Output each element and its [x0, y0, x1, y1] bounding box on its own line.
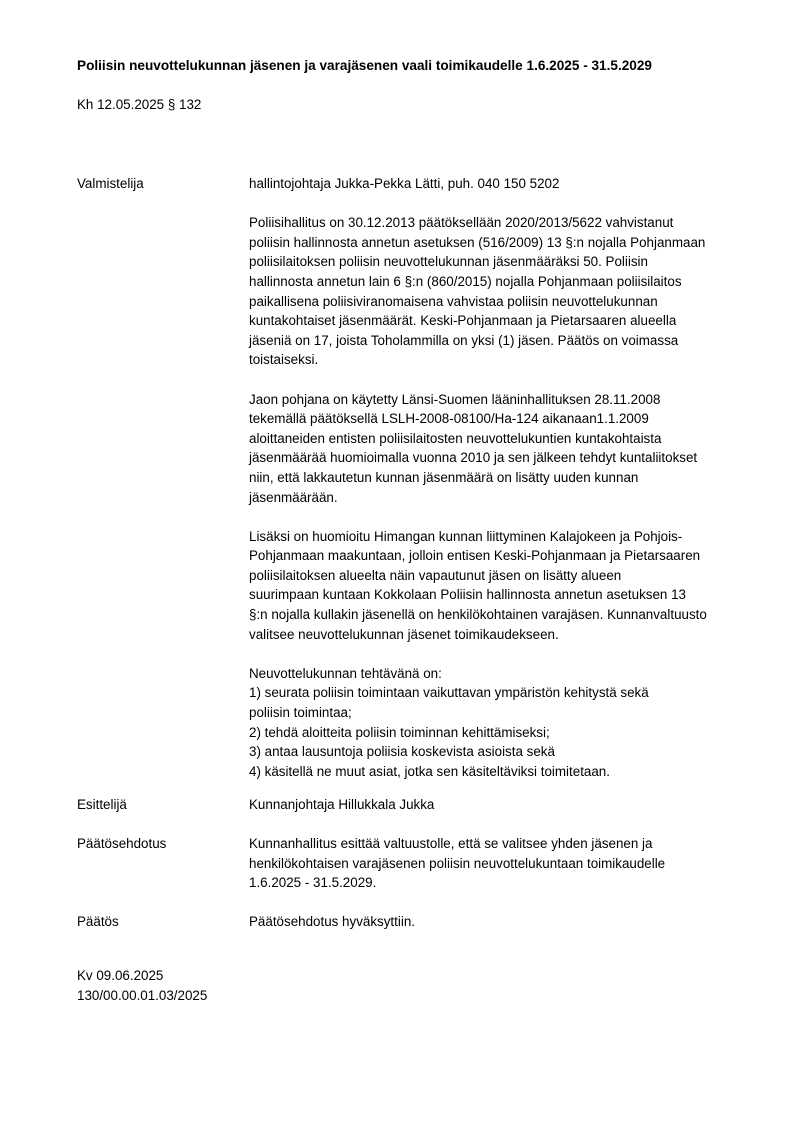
paatos-content	[249, 912, 769, 932]
text-line: jäsenmäärää huomioimalla vuonna 2010 ja sen jälkeen tehdyt kuntaliitokset	[249, 450, 698, 466]
paragraph-2	[249, 390, 769, 508]
text-line: jäseniä on 17, joista Toholammilla on yksi (1) jäsen. Päätös on voimassa	[249, 332, 679, 348]
valmistelija-name: hallintojohtaja Jukka-Pekka Lätti, puh. 040 150 5202	[249, 176, 560, 191]
list-item: poliisin toimintaa;	[249, 705, 352, 721]
document-number: 130/00.00.01.03/2025	[77, 987, 208, 1003]
text-line: Jaon pohjana on käytetty Länsi-Suomen lääninhallituksen 28.11.2008	[249, 391, 661, 407]
kv-reference: Kv 09.06.2025	[77, 968, 164, 983]
text-line: niin, että lakkautetun kunnan jäsenmäärä on lisätty uuden kunnan	[249, 469, 639, 485]
text-line: Pohjanmaan maakuntaan, jolloin entisen Keski-Pohjanmaan ja Pietarsaaren	[249, 548, 701, 564]
text-line: Lisäksi on huomioitu Himangan kunnan liittyminen Kalajokeen ja Pohjois-	[249, 528, 683, 544]
text-line: poliisilaitoksen alueelta näin vapautunut jäsen on lisätty alueen	[249, 567, 622, 583]
text-line: paikallisena poliisiviranomaisena vahvistaa poliisin neuvottelukunnan	[249, 293, 658, 309]
paatosehdotus-label: Päätösehdotus	[77, 836, 167, 851]
text-line: toistaiseksi.	[249, 352, 319, 368]
esittelija-content	[249, 795, 769, 815]
text-line: henkilökohtaisen varajäsenen poliisin neuvottelukuntaan toimikaudelle	[249, 855, 666, 871]
text-line: §:n nojalla kullakin jäsenellä on henkilökohtainen varajäsen. Kunnanvaltuusto	[249, 607, 707, 623]
text-line: hallinnosta annetun lain 6 §:n (860/2015) nojalla Pohjanmaan poliisilaitos	[249, 273, 682, 289]
text-line: Kunnanhallitus esittää valtuustolle, että se valitsee yhden jäsenen ja	[249, 836, 653, 851]
text-line: suurimpaan kuntaan Kokkolaan Poliisin hallinnosta annetun asetuksen 13	[249, 587, 686, 603]
text-line: poliisilaitoksen poliisin neuvottelukunnan jäsenmääräksi 50. Poliisin	[249, 254, 648, 270]
paragraph-3	[249, 527, 769, 645]
paragraph-1	[249, 213, 769, 370]
paatos-text: Päätösehdotus hyväksyttiin.	[249, 914, 415, 929]
esittelija-label: Esittelijä	[77, 797, 127, 812]
valmistelija-label: Valmistelija	[77, 176, 144, 191]
paatos-label: Päätös	[77, 914, 119, 929]
text-line: poliisin hallinnosta annetun asetuksen (516/2009) 13 §:n nojalla Pohjanmaan	[249, 234, 706, 250]
list-item: 1) seurata poliisin toimintaan vaikuttavan ympäristön kehitystä sekä	[249, 685, 649, 701]
text-line: Neuvottelukunnan tehtävänä on:	[249, 665, 442, 681]
text-line: valitsee neuvottelukunnan jäsenet toimikaudekseen.	[249, 626, 559, 642]
list-item: 3) antaa lausuntoja poliisia koskevista asioista sekä	[249, 744, 555, 760]
list-item: 2) tehdä aloitteita poliisin toiminnan kehittämiseksi;	[249, 724, 550, 740]
footer-references	[77, 966, 207, 1005]
text-line: 1.6.2025 - 31.5.2029.	[249, 875, 377, 891]
list-item: 4) käsitellä ne muut asiat, jotka sen käsiteltäviksi toimitetaan.	[249, 763, 610, 779]
esittelija-text: Kunnanjohtaja Hillukkala Jukka	[249, 797, 435, 812]
text-line: kuntakohtaiset jäsenmäärät. Keski-Pohjanmaan ja Pietarsaaren alueella	[249, 313, 677, 329]
text-line: tekemällä päätöksellä LSLH-2008-08100/Ha-124 aikanaan1.1.2009	[249, 411, 649, 427]
valmistelija-content	[249, 174, 769, 801]
text-line: jäsenmäärään.	[249, 489, 338, 505]
kh-reference: Kh 12.05.2025 § 132	[77, 97, 202, 112]
text-line: Poliisihallitus on 30.12.2013 päätöksellään 2020/2013/5622 vahvistanut	[249, 215, 674, 231]
document-title: Poliisin neuvottelukunnan jäsenen ja varajäsenen vaali toimikaudelle 1.6.2025 - 31.5.2029	[77, 58, 652, 73]
text-line: aloittaneiden entisten poliisilaitosten neuvottelukuntien kuntakohtaista	[249, 430, 662, 446]
paatosehdotus-content	[249, 834, 769, 893]
paragraph-4	[249, 664, 769, 782]
